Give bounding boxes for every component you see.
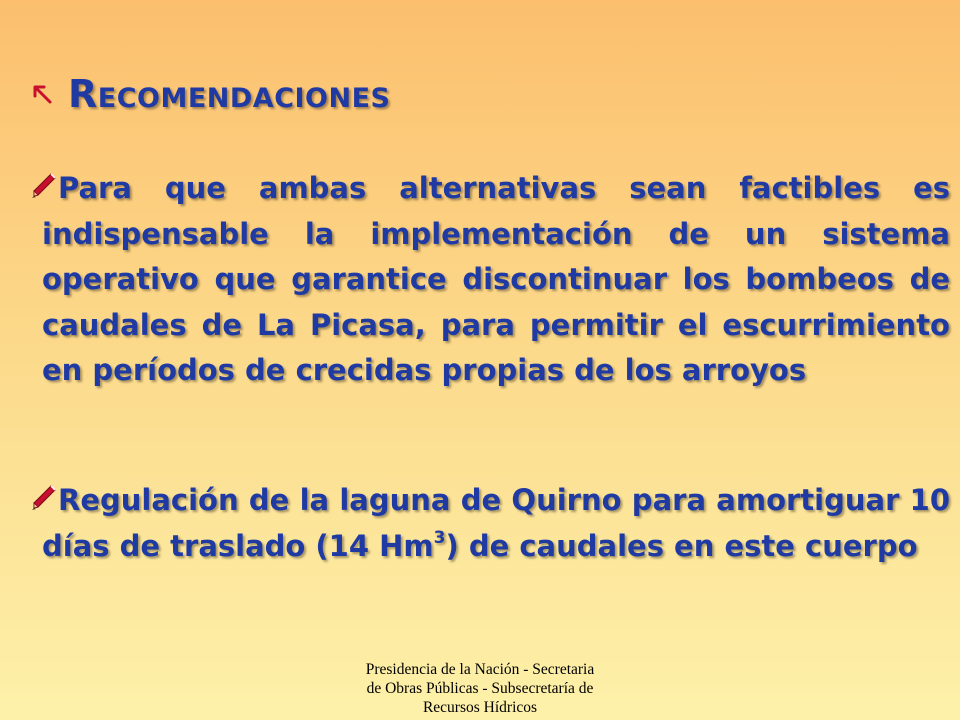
bullet-text-part: Regulación de la laguna de Quirno para amortiguar 10 días de traslado (14 Hm [42,483,950,563]
recommendation-bullet-1 [42,166,950,394]
bullet-text [42,478,950,569]
slide-title: Recomendaciones [68,72,391,116]
arrow-up-left-icon [30,82,54,106]
superscript-3: 3 [433,527,446,548]
footer-line-2: de Obras Públicas - Subsecretaría de [366,680,594,697]
slide-heading [30,72,391,116]
recommendation-bullet-2 [42,478,950,569]
footer-line-3: Recursos Hídricos [422,699,538,716]
footer-credit [300,660,660,717]
bullet-text: Para que ambas alternativas sean factibles es indispensable la implementación de un sistema operativo que garantice discontinuar los bombeos de caudales de La Picasa, para permitir el escurrimiento en períodos de crecidas propias de los arroyos [42,171,950,387]
pencil-icon [28,170,58,200]
bullet-text-part: ) de caudales en este cuerpo [445,528,918,563]
pencil-icon [28,482,58,512]
footer-line-1: Presidencia de la Nación - Secretaria [365,661,595,678]
